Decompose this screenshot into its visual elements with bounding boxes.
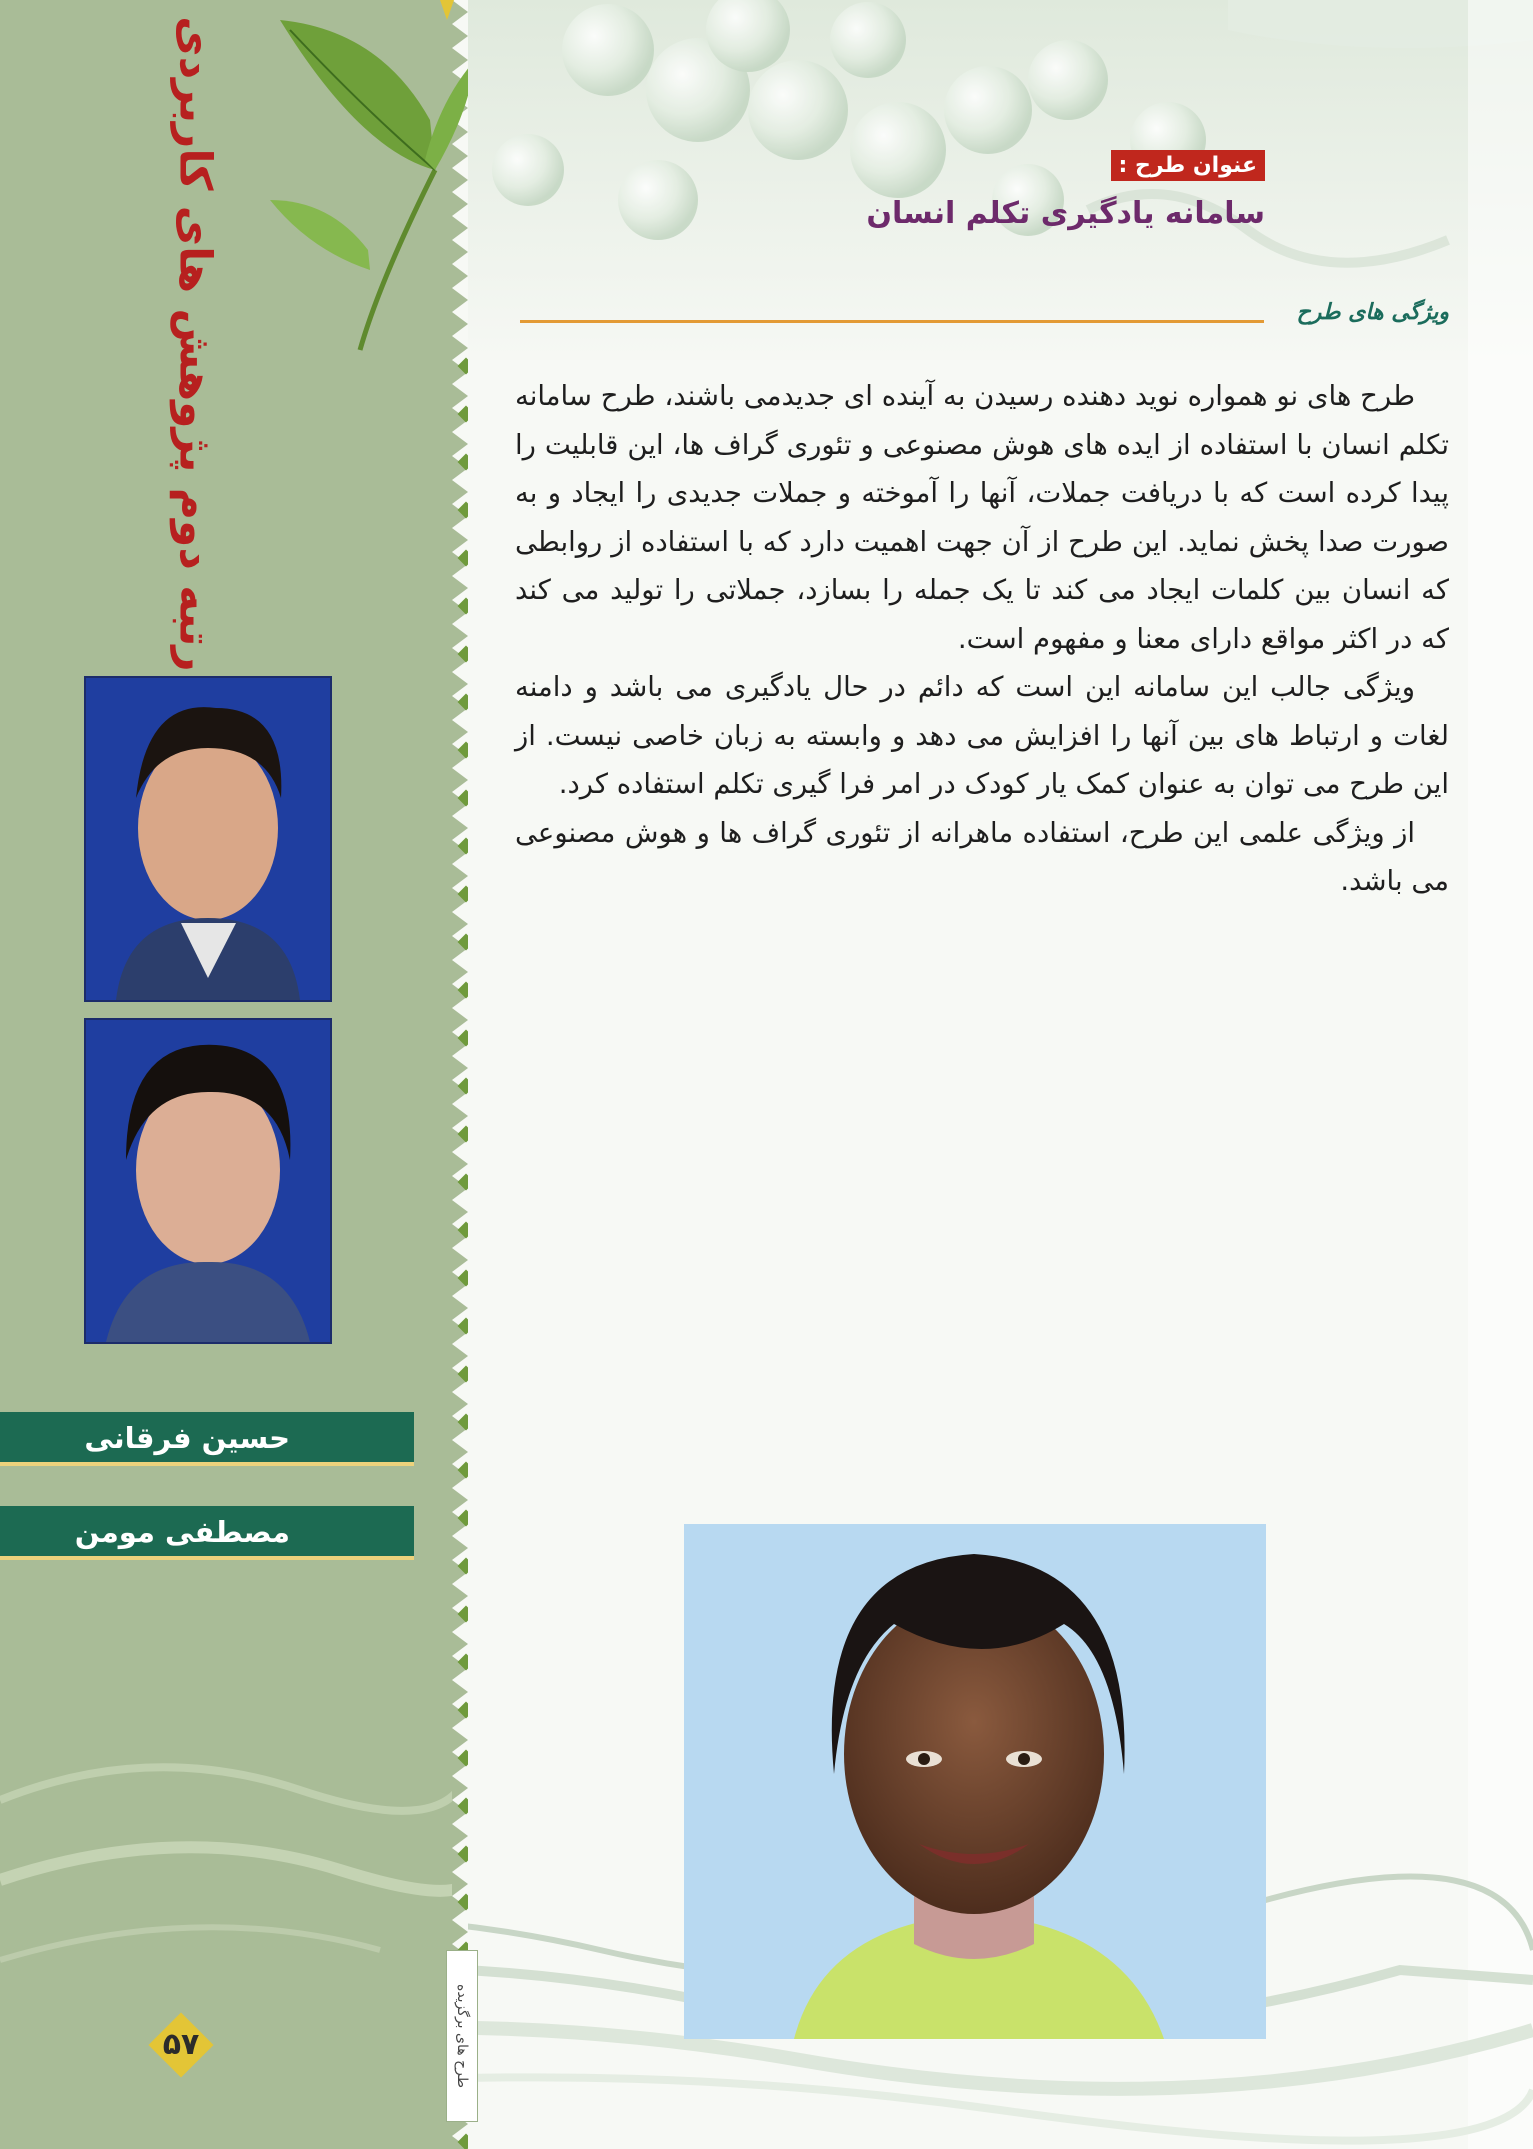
- heading-divider: [520, 320, 1264, 323]
- section-tab: طرح های برگزیده: [446, 1950, 478, 2122]
- features-heading: ویژگی های طرح: [1296, 300, 1449, 325]
- researcher-photo-1: [84, 676, 332, 1002]
- project-title-label: عنوان طرح :: [1111, 150, 1266, 181]
- paragraph: ویژگی جالب این سامانه این است که دائم در حال یادگیری می باشد و دامنه لغات و ارتباط های بین آنها را افزایش می دهد و وابسته به زبان خاصی نیست. از این طرح می توان به عنوان کمک یار کودک در امر فرا گیری تکلم استفاده کرد.: [515, 671, 1449, 800]
- avatar-render-image: [684, 1524, 1266, 2039]
- paragraph: طرح های نو همواره نوید دهنده رسیدن به آینده ای جدیدمی باشند، طرح سامانه تکلم انسان با استفاده از ایده های هوش مصنوعی و تئوری گراف ها، این قابلیت را پیدا کرده است که با دریافت جملات، آنها را آموخته و جملات جدیدی را ایجاد و به صورت صدا پخش نماید. این طرح از آن جهت اهمیت دارد که با استفاده از روابطی که انسان بین کلمات ایجاد می کند تا یک جمله را بسازد، جملاتی را تولید می کند که در اکثر مواقع دارای معنا و مفهوم است.: [515, 380, 1449, 655]
- leaves-illustration: [240, 0, 468, 360]
- researcher-photo-2: [84, 1018, 332, 1344]
- sidebar: [0, 0, 468, 2149]
- researcher-name-1: حسین فرقانی: [0, 1412, 414, 1466]
- section-title: رتبه دوم پژوهش های کاربردی: [169, 16, 221, 672]
- project-description: [515, 372, 1449, 906]
- project-title: سامانه یادگیری تکلم انسان: [866, 196, 1265, 231]
- page-number: ۵۷: [162, 2027, 200, 2062]
- researcher-name-2: مصطفی مومن: [0, 1506, 414, 1560]
- paragraph: از ویژگی علمی این طرح، استفاده ماهرانه از تئوری گراف ها و هوش مصنوعی می باشد.: [515, 816, 1449, 897]
